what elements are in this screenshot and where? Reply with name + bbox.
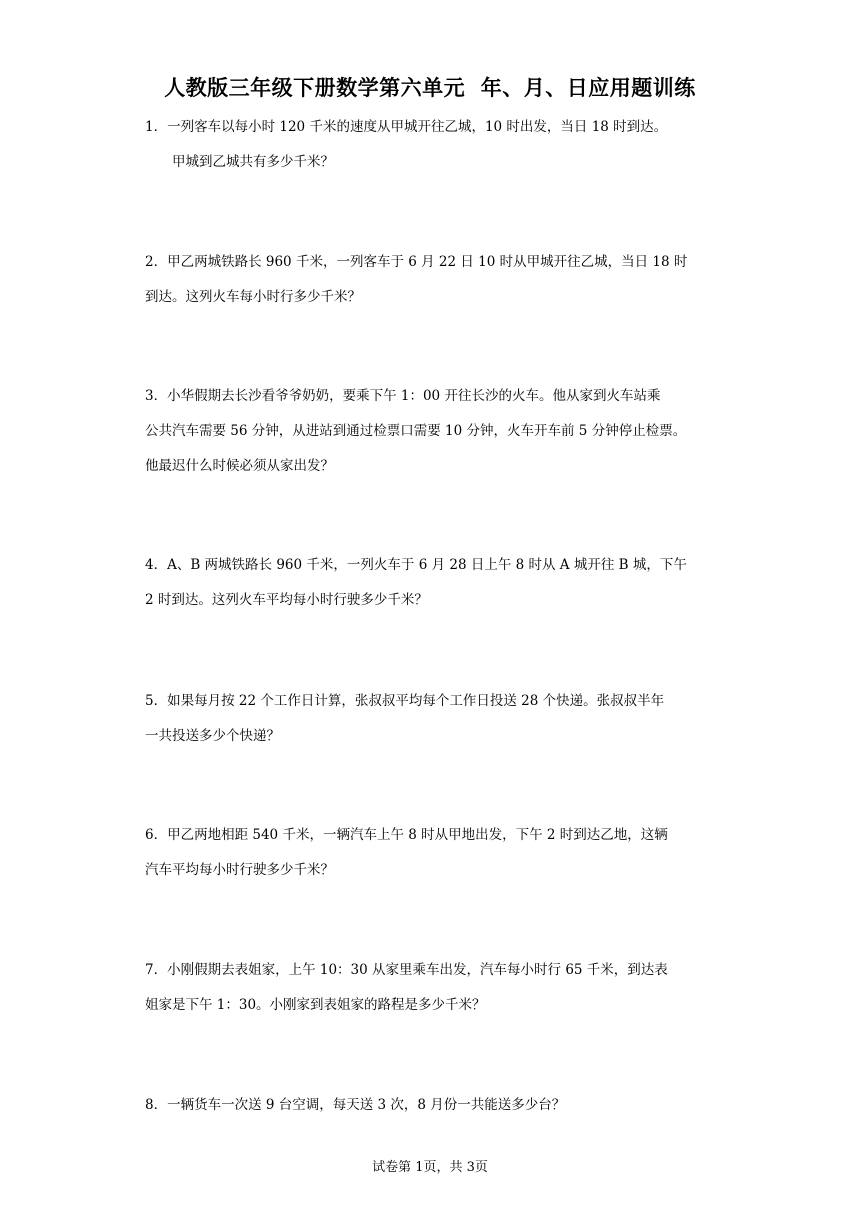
question-3-line-1: 3．小华假期去长沙看爷爷奶奶，要乘下午 1：00 开往长沙的火车。他从家到火车站乘 xyxy=(145,388,661,404)
question-3-line-2: 公共汽车需要 56 分钟，从进站到通过检票口需要 10 分钟，火车开车前 5 分钟停止检票。 xyxy=(145,423,687,439)
question-1 xyxy=(145,110,725,180)
question-5 xyxy=(145,684,725,754)
question-7-line-1: 7．小刚假期去表姐家，上午 10：30 从家里乘车出发，汽车每小时行 65 千米，到达表 xyxy=(145,962,668,978)
question-1-line-2: 甲城到乙城共有多少千米？ xyxy=(172,154,334,170)
question-8 xyxy=(145,1088,725,1123)
question-3-line-3: 他最迟什么时候必须从家出发？ xyxy=(145,458,334,474)
question-2 xyxy=(145,245,725,315)
question-6-line-2: 汽车平均每小时行驶多少千米？ xyxy=(145,862,334,878)
page-title: 人教版三年级下册数学第六单元 年、月、日应用题训练 xyxy=(164,76,696,100)
question-4 xyxy=(145,548,725,618)
question-3 xyxy=(145,379,725,484)
question-2-line-1: 2．甲乙两城铁路长 960 千米，一列客车于 6 月 22 日 10 时从甲城开往乙城，当日 18 时 xyxy=(145,254,688,270)
question-4-line-1: 4．A、B 两城铁路长 960 千米，一列火车于 6 月 28 日上午 8 时从 A 城开往 B 城，下午 xyxy=(145,557,687,573)
question-2-line-2: 到达。这列火车每小时行多少千米？ xyxy=(145,289,361,305)
question-5-line-1: 5．如果每月按 22 个工作日计算，张叔叔平均每个工作日投送 28 个快递。张叔叔半年 xyxy=(145,693,665,709)
question-1-line-1: 1．一列客车以每小时 120 千米的速度从甲城开往乙城，10 时出发，当日 18 时到达。 xyxy=(145,119,668,135)
question-8-line-1: 8．一辆货车一次送 9 台空调，每天送 3 次，8 月份一共能送多少台？ xyxy=(145,1097,566,1113)
question-6 xyxy=(145,818,725,888)
question-7-line-2: 姐家是下午 1：30。小刚家到表姐家的路程是多少千米？ xyxy=(145,997,486,1013)
question-6-line-1: 6．甲乙两地相距 540 千米，一辆汽车上午 8 时从甲地出发，下午 2 时到达乙地，这辆 xyxy=(145,827,668,843)
question-4-line-2: 2 时到达。这列火车平均每小时行驶多少千米？ xyxy=(145,592,428,608)
page-footer: 试卷第 1页，共 3页 xyxy=(372,1160,488,1175)
question-7 xyxy=(145,953,725,1023)
question-5-line-2: 一共投送多少个快递？ xyxy=(145,728,280,744)
